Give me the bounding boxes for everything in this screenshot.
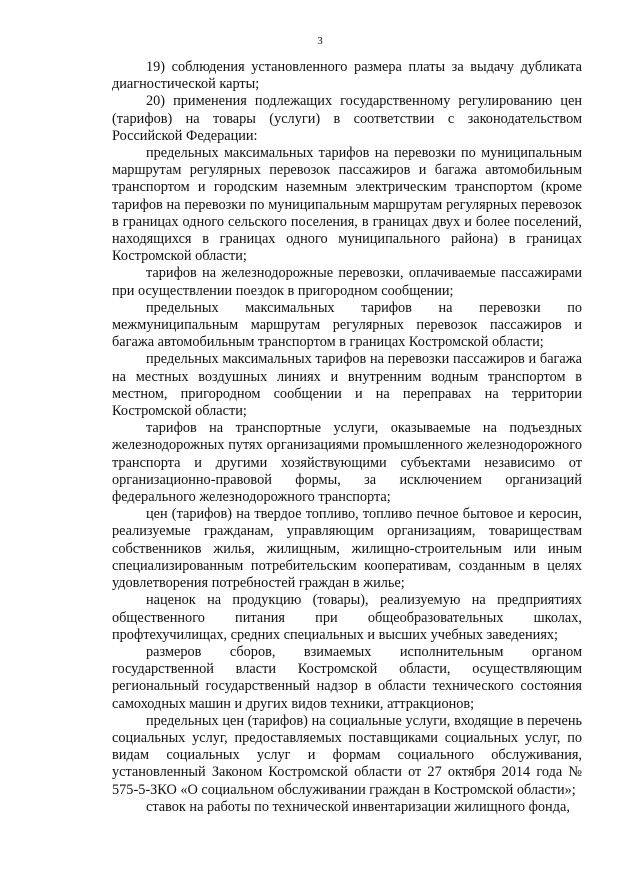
paragraph-intermunicipal-tariffs: предельных максимальных тарифов на перевозки по межмуниципальным маршрутам регулярных перевозок пассажиров и багажа автомобильным транспортом в границах Костромской области; (112, 299, 582, 351)
paragraph-social-services: предельных цен (тарифов) на социальные услуги, входящие в перечень социальных услуг, предоставляемых поставщиками социальных услуг, по видам социальных услуг и формам социального обслуживания, установленный Законом Костромской области от 27 октября 2014 года № 575-5-ЗКО «О социальном обслуживании граждан в Костромской области»; (112, 712, 582, 798)
paragraph-railway-tariffs: тарифов на железнодорожные перевозки, оплачиваемые пассажирами при осуществлении поездок в пригородном сообщении; (112, 265, 582, 299)
page-number: 3 (317, 35, 323, 47)
paragraph-municipal-tariffs: предельных максимальных тарифов на перевозки по муниципальным маршрутам регулярных перевозок пассажиров и багажа автомобильным транспортом и городским наземным электрическим транспортом (кроме тарифов на перевозки по муниципальным маршрутам регулярных перевозок в границах одного сельского поселения, в границах двух и более поселений, находящихся в границах одного муниципального района) в границах Костромской области; (112, 145, 582, 265)
paragraph-20: 20) применения подлежащих государственному регулированию цен (тарифов) на товары (услуги) в соответствии с законодательством Российской Федерации: (112, 93, 582, 144)
paragraph-inventory-rates: ставок на работы по технической инвентаризации жилищного фонда, (146, 798, 570, 815)
paragraph-solid-fuel: цен (тарифов) на твердое топливо, топливо печное бытовое и керосин, реализуемые гражданам, управляющим организациям, товариществам собственников жилья, жилищным, жилищно-строительным или иным специализированным потребительским кооперативам, созданным в целях удовлетворения потребностей граждан в жилье; (112, 506, 582, 592)
paragraph-fees: размеров сборов, взимаемых исполнительным органом государственной власти Костромской области, осуществляющим региональный государственный надзор в области технического состояния самоходных машин и других видов техники, аттракционов; (112, 643, 582, 712)
paragraph-air-water-tariffs: предельных максимальных тарифов на перевозки пассажиров и багажа на местных воздушных линиях и внутренним водным транспортом в местном, пригородном сообщении и на переправах на территории Костромской области; (112, 351, 582, 420)
paragraph-transport-services: тарифов на транспортные услуги, оказываемые на подъездных железнодорожных путях организациями промышленного железнодорожного транспорта и другими хозяйствующими субъектами независимо от организационно-правовой формы, за исключением организаций федерального железнодорожного транспорта; (112, 420, 582, 506)
paragraph-19: 19) соблюдения установленного размера платы за выдачу дубликата диагностической карты; (112, 59, 582, 93)
document-body (112, 59, 582, 816)
paragraph-markups: наценок на продукцию (товары), реализуемую на предприятиях общественного питания при общеобразовательных школах, профтехучилищах, средних специальных и высших учебных заведениях; (112, 592, 582, 643)
